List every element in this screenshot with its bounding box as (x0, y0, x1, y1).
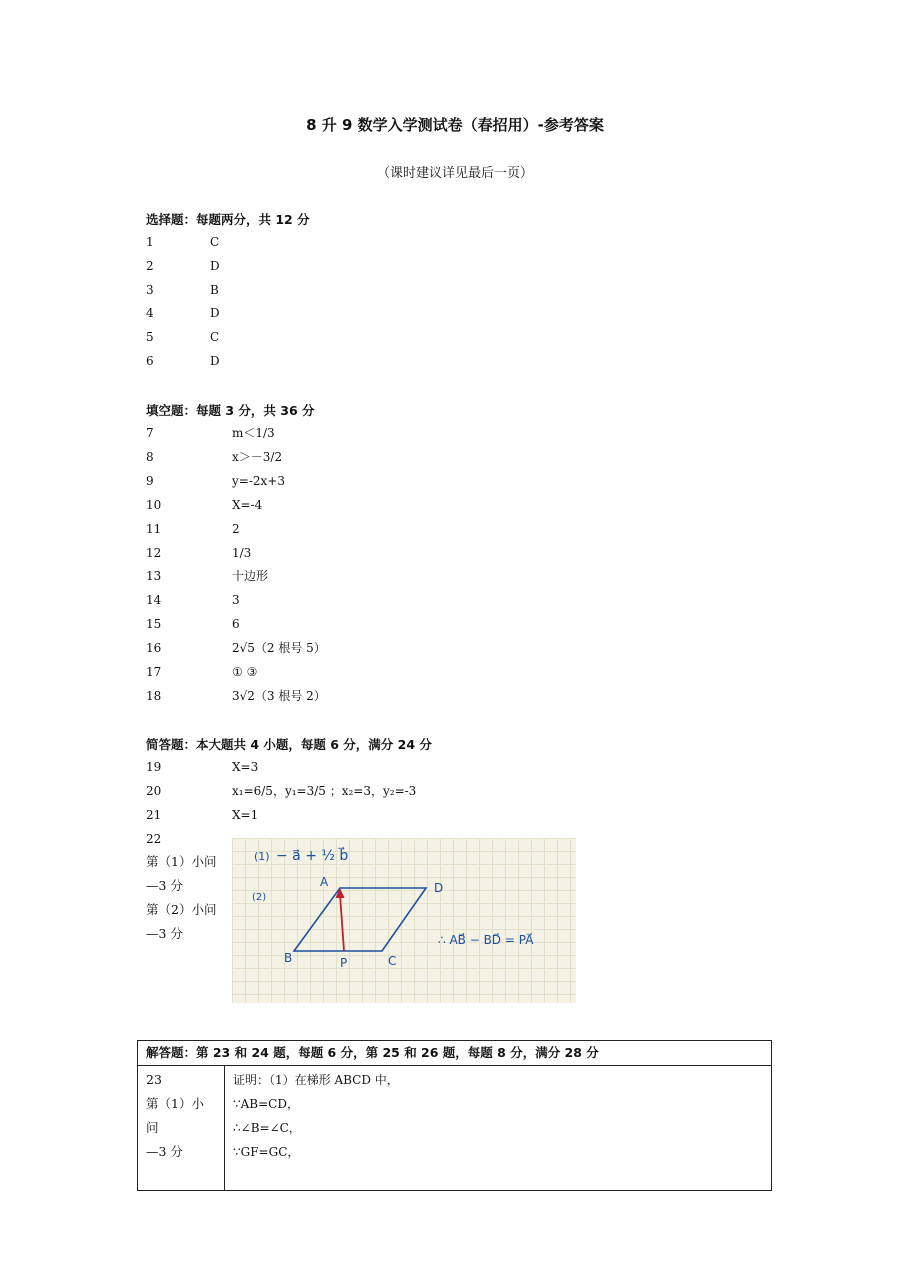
answer-value: B (210, 282, 219, 297)
q23-left-cell (138, 1066, 225, 1191)
question-number: 13 (146, 569, 162, 584)
point-b-label: B (284, 951, 293, 965)
q22-part2-score: —3 分 (146, 926, 183, 941)
q22-part2: 第（2）小问 (146, 902, 217, 917)
q22-handwritten-figure (232, 838, 576, 1003)
question-number: 12 (146, 545, 162, 560)
question-number: 6 (146, 354, 154, 368)
question-number: 7 (146, 426, 154, 440)
question-number: 17 (146, 665, 162, 679)
parallelogram-abcd (294, 888, 426, 951)
answer-value: D (210, 354, 220, 368)
question-number: 20 (146, 783, 162, 798)
answer-value: 6 (232, 617, 240, 632)
answer-value: X=3 (232, 760, 259, 774)
point-a-label: A (320, 875, 329, 889)
answer-value: ① ③ (232, 665, 258, 679)
q23-number: 23 (146, 1072, 162, 1087)
choice-heading: 选择题：每题两分，共 12 分 (146, 212, 310, 227)
question-number: 18 (146, 688, 162, 703)
answer-value: 1/3 (232, 545, 252, 560)
answer-value: C (210, 330, 220, 345)
fill-heading: 填空题：每题 3 分，共 36 分 (146, 403, 315, 418)
answer-value: D (210, 306, 220, 321)
question-number: 19 (146, 760, 162, 774)
answer-value: 2√5（2 根号 5） (232, 641, 326, 656)
answer-value: 十边形 (232, 569, 269, 584)
proof-line: ∵GF=GC， (233, 1145, 300, 1159)
solution-table (137, 1040, 772, 1191)
question-number: 4 (146, 306, 154, 321)
proof-line: 证明：（1）在梯形 ABCD 中， (233, 1073, 399, 1087)
question-number: 15 (146, 617, 162, 632)
point-c-label: C (388, 954, 397, 968)
proof-line: ∴∠B=∠C， (233, 1121, 301, 1135)
point-p-label: P (340, 956, 348, 970)
question-number: 9 (146, 473, 154, 488)
question-number: 5 (146, 330, 154, 345)
q23-part1: 第（1）小问 (146, 1096, 204, 1135)
answer-value: 3 (232, 593, 240, 608)
vector-pa-arrow (340, 894, 344, 951)
answer-value: m＜1/3 (232, 426, 275, 440)
q23-part1-score: —3 分 (146, 1144, 183, 1159)
question-number: 10 (146, 497, 162, 512)
question-number: 14 (146, 593, 162, 608)
question-number: 21 (146, 807, 162, 822)
answer-value: X=1 (232, 807, 259, 822)
answer-value: 3√2（3 根号 2） (232, 688, 326, 703)
short-heading: 简答题：本大题共 4 小题，每题 6 分，满分 24 分 (146, 737, 432, 752)
answer-value: C (210, 235, 220, 249)
solution-q23-row (138, 1066, 772, 1191)
parallelogram-diagram (232, 838, 576, 1003)
answer-value: x₁=6/5，y₁=3/5 ；x₂=3，y₂=-3 (232, 783, 417, 798)
proof-line: ∵AB=CD， (233, 1097, 299, 1111)
page-title: 8 升 9 数学入学测试卷（春招用）-参考答案 (306, 116, 604, 134)
q22-part1-score: —3 分 (146, 878, 183, 893)
answer-value: D (210, 258, 220, 273)
solution-heading-row (138, 1041, 772, 1066)
answer-value: X=-4 (232, 497, 263, 512)
page-subtitle: （课时建议详见最后一页） (376, 166, 533, 181)
fig-conclusion: ∴ AB⃗ − BD⃗ = PA⃗ (438, 933, 534, 947)
answer-value: 2 (232, 521, 240, 536)
question-number: 1 (146, 235, 154, 249)
q22-number: 22 (146, 832, 162, 846)
q22-part1: 第（1）小问 (146, 854, 217, 869)
solution-heading: 解答题：第 23 和 24 题，每题 6 分，第 25 和 26 题，每题 8 分，满分 28 分 (138, 1041, 772, 1066)
fig-part2-label: (2) (252, 892, 267, 903)
point-d-label: D (434, 881, 444, 895)
fig-part1-label: (1) (254, 850, 270, 863)
answer-value: x＞－3/2 (232, 449, 283, 464)
fig-part1-expression: − a⃗ + ½ b⃗ (276, 848, 349, 864)
question-number: 3 (146, 282, 154, 297)
question-number: 8 (146, 449, 154, 464)
q23-proof-cell (225, 1066, 772, 1191)
question-number: 2 (146, 258, 154, 273)
question-number: 11 (146, 521, 162, 536)
answer-value: y=-2x+3 (232, 473, 285, 488)
question-number: 16 (146, 641, 162, 656)
